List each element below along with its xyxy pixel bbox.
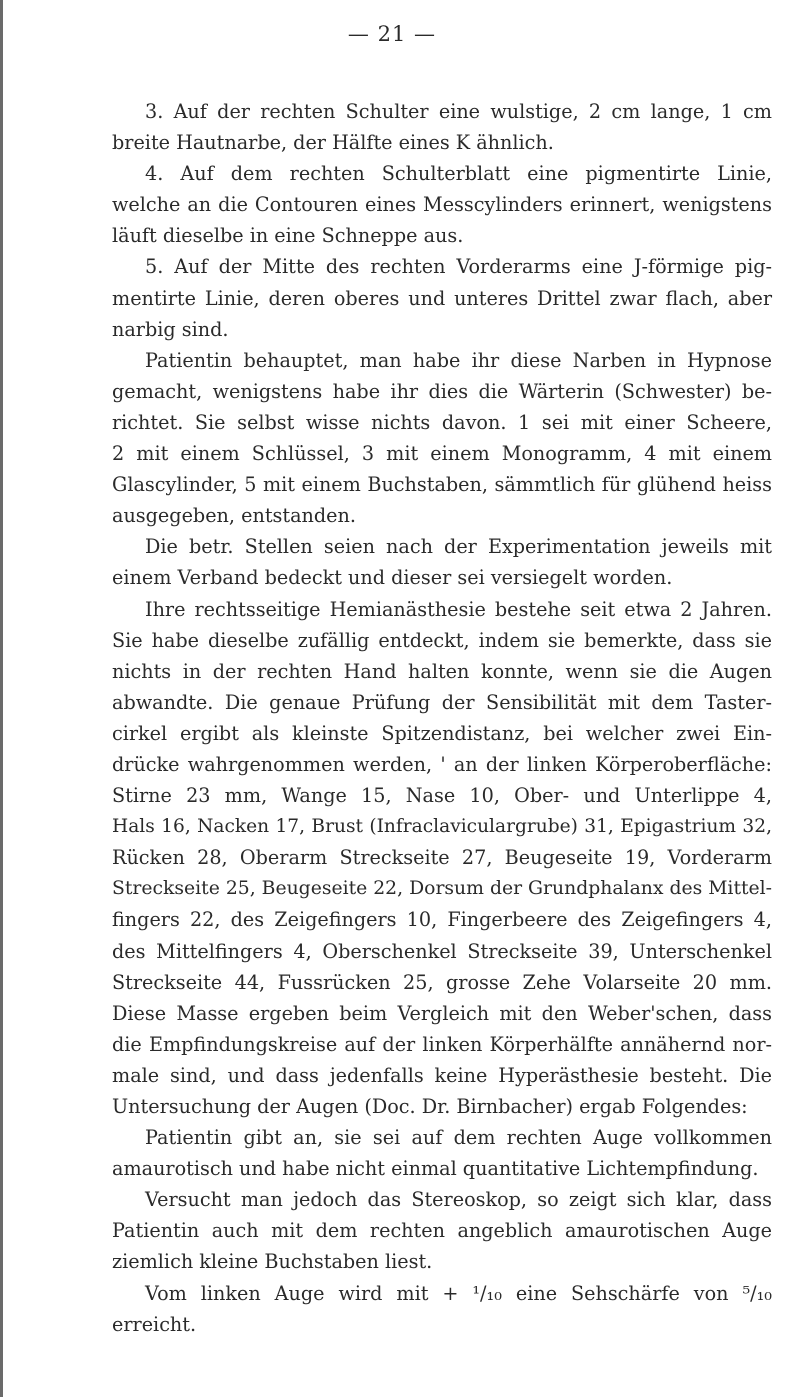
text-line: des Mittelfingers 4, Oberschenkel Streckseite 39, Unterschenkel [112, 939, 772, 963]
text-line: ziemlich kleine Buchstaben liest. [112, 1250, 433, 1274]
text-line: Diese Masse ergeben beim Vergleich mit den Weber'schen, dass [112, 1001, 772, 1025]
text-line: Versucht man jedoch das Stereoskop, so zeigt sich klar, dass [145, 1188, 772, 1212]
text-line: welche an die Contouren eines Messcylinders erinnert, wenigstens [112, 193, 772, 217]
text-line: die Empfindungskreise auf der linken Körperhälfte annähernd nor- [112, 1032, 772, 1056]
text-line: ausgegeben, entstanden. [112, 504, 356, 528]
text-line: gemacht, wenigstens habe ihr dies die Wärterin (Schwester) be- [112, 379, 772, 403]
text-line: Rücken 28, Oberarm Streckseite 27, Beugeseite 19, Vorderarm [112, 846, 772, 870]
text-line: Die betr. Stellen seien nach der Experimentation jeweils mit [145, 535, 772, 559]
text-line: 5. Auf der Mitte des rechten Vorderarms eine J-förmige pig- [145, 255, 772, 279]
text-line: mentirte Linie, deren oberes und unteres Drittel zwar flach, aber [112, 286, 772, 310]
text-line: erreicht. [112, 1312, 197, 1336]
text-line: Stirne 23 mm, Wange 15, Nase 10, Ober- und Unterlippe 4, [112, 784, 772, 808]
page-header [0, 22, 800, 46]
text-line: einem Verband bedeckt und dieser sei versiegelt worden. [112, 566, 673, 590]
text-line: narbig sind. [112, 317, 229, 341]
text-line: Sie habe dieselbe zufällig entdeckt, indem sie bemerkte, dass sie [112, 628, 772, 652]
text-line: Untersuchung der Augen (Doc. Dr. Birnbacher) ergab Folgendes: [112, 1095, 748, 1118]
text-line: Ihre rechtsseitige Hemianästhesie bestehe seit etwa 2 Jahren. [145, 597, 772, 621]
text-line: cirkel ergibt als kleinste Spitzendistanz, bei welcher zwei Ein- [112, 721, 772, 745]
text-line: Glascylinder, 5 mit einem Buchstaben, sämmtlich für glühend heiss [112, 473, 772, 497]
text-line: Patientin behauptet, man habe ihr diese Narben in Hypnose [145, 348, 772, 372]
text-line: Hals 16, Nacken 17, Brust (Infraclaviculargrube) 31, Epigastrium 32, [112, 816, 772, 838]
text-line: 3. Auf der rechten Schulter eine wulstige, 2 cm lange, 1 cm [145, 100, 772, 123]
text-line: drücke wahrgenommen werden, ' an der linken Körperoberfläche: [112, 752, 772, 776]
page-edge-shadow [0, 0, 3, 1397]
body-text [112, 96, 772, 1340]
page-number: — 21 — [347, 22, 436, 46]
text-line: abwandte. Die genaue Prüfung der Sensibilität mit dem Taster- [112, 690, 772, 714]
text-line: Streckseite 44, Fussrücken 25, grosse Zehe Volarseite 20 mm. [112, 970, 772, 994]
text-line: Vom linken Auge wird mit + ¹/₁₀ eine Sehschärfe von ⁵/₁₀ [145, 1281, 772, 1305]
text-line: Patientin auch mit dem rechten angeblich amaurotischen Auge [112, 1219, 772, 1243]
text-line: male sind, und dass jedenfalls keine Hyperästhesie besteht. Die [112, 1063, 772, 1087]
text-line: läuft dieselbe in eine Schneppe aus. [112, 224, 464, 248]
text-line: breite Hautnarbe, der Hälfte eines K ähnlich. [112, 131, 554, 155]
text-line: amaurotisch und habe nicht einmal quantitative Lichtempfindung. [112, 1157, 759, 1181]
text-line: Streckseite 25, Beugeseite 22, Dorsum der Grundphalanx des Mittel- [112, 878, 772, 900]
text-line: 4. Auf dem rechten Schulterblatt eine pigmentirte Linie, [145, 162, 772, 186]
text-line: richtet. Sie selbst wisse nichts davon. 1 sei mit einer Scheere, [112, 410, 772, 434]
text-line: 2 mit einem Schlüssel, 3 mit einem Monogramm, 4 mit einem [112, 442, 772, 466]
text-line: Patientin gibt an, sie sei auf dem rechten Auge vollkommen [145, 1126, 772, 1150]
text-line: nichts in der rechten Hand halten konnte, wenn sie die Augen [112, 659, 772, 683]
text-line: fingers 22, des Zeigefingers 10, Fingerbeere des Zeigefingers 4, [112, 908, 772, 932]
